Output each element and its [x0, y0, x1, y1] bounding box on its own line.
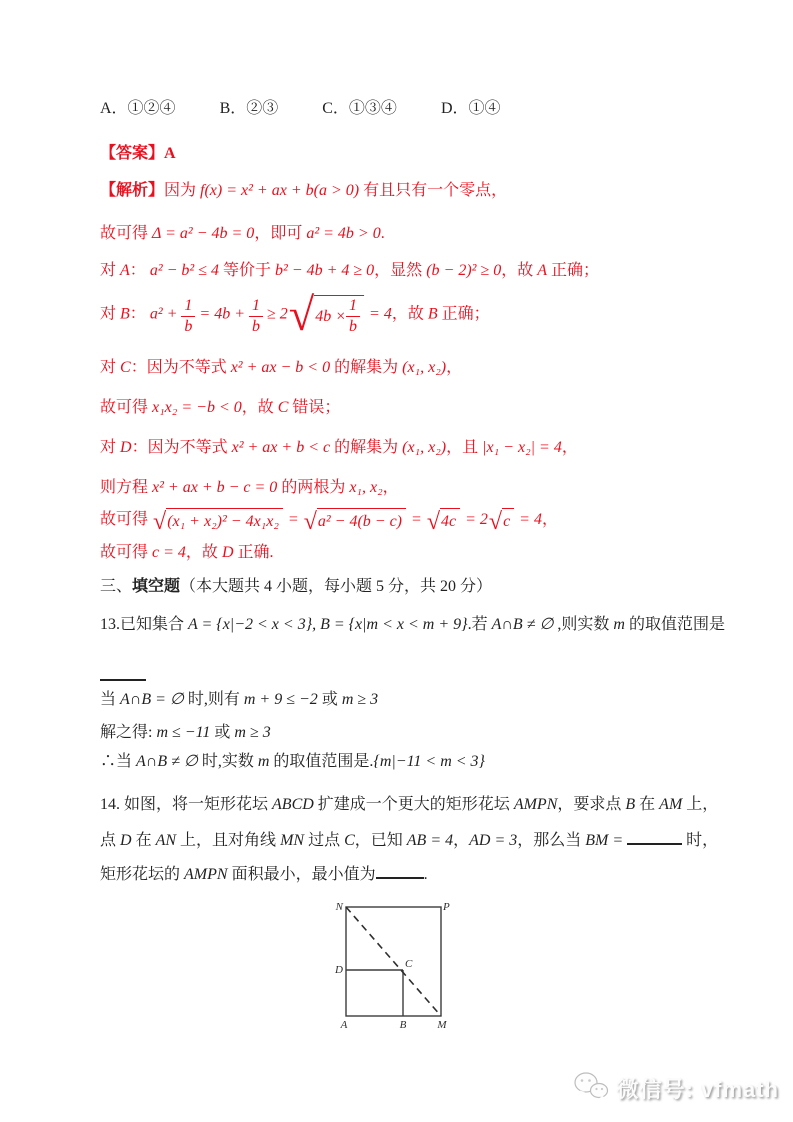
bold-text-run: 【答案】: [100, 145, 165, 162]
math-run: = 4b +: [195, 305, 249, 323]
denominator: b: [181, 316, 195, 335]
text-run: 故可得: [100, 511, 153, 529]
math-run: c = 4: [152, 544, 186, 561]
denominator: b: [249, 316, 263, 335]
math-run: a² − b² ≤ 4: [149, 262, 219, 279]
math-run: = 4: [365, 305, 392, 323]
math-run: x² + ax + b − c = 0: [152, 479, 278, 496]
math-run: a² − 4(b − c): [317, 513, 403, 530]
bold-text-run: 填空题: [132, 578, 181, 595]
math-run: m + 9 ≤ −2: [243, 691, 318, 708]
math-run: (x₁, x₂): [402, 359, 447, 376]
text-run: 矩形花坛的: [100, 866, 185, 883]
label-b: B: [399, 1019, 406, 1030]
math-run: C: [344, 832, 355, 849]
text-run: 正确；: [437, 305, 490, 323]
text-run: 在: [131, 832, 156, 849]
bold-text-run: 【解析】: [100, 182, 165, 199]
math-run: (b − 2)² ≥ 0: [426, 262, 502, 279]
sqrt-expression: [427, 508, 460, 533]
option-d: D．①④: [440, 100, 501, 117]
label-n: N: [335, 901, 343, 913]
math-run: =: [407, 511, 426, 529]
text-run: 对: [100, 305, 121, 323]
answer-line: [100, 143, 705, 165]
text-run: .: [423, 866, 428, 883]
label-d: D: [334, 964, 343, 976]
text-run: 面积最小，最小值为: [227, 866, 376, 883]
text-run: 解之得:: [100, 724, 157, 741]
math-run: Δ = a² − 4b = 0: [152, 225, 255, 242]
q13-answer-blank: [100, 665, 146, 681]
text-run: ：因为不等式: [131, 439, 232, 456]
math-run: c: [503, 513, 511, 530]
text-run: 因为: [164, 182, 201, 199]
text-run: ，即可: [254, 225, 307, 242]
math-run: =: [283, 511, 303, 529]
figure-canvas: [331, 898, 463, 1030]
text-run: 点: [100, 832, 121, 849]
text-run: ,则实数: [553, 616, 614, 633]
math-run: a² = 4b > 0: [306, 225, 381, 242]
math-run: A∩B ≠ ∅: [136, 753, 198, 770]
math-run: D: [120, 439, 132, 456]
step-roots: [100, 477, 705, 499]
text-run: 时，: [682, 832, 719, 849]
text-run: 或: [317, 691, 342, 708]
text-run: ，显然: [374, 262, 427, 279]
text-run: ，且: [446, 439, 483, 456]
radical-sign: √: [488, 508, 503, 535]
text-run: 三、: [100, 578, 133, 595]
text-run: 上，: [682, 796, 719, 813]
text-run: 等价于: [218, 262, 275, 279]
q14-bm-blank: [627, 829, 682, 845]
option-b-check: [100, 289, 705, 341]
numerator: 1: [184, 296, 193, 314]
math-run: x² + ax − b < 0: [230, 359, 331, 376]
text-run: 过点: [304, 832, 345, 849]
sqrt-expression: [288, 289, 364, 341]
math-run: {m|−11 < m < 3}: [373, 753, 485, 770]
radical-sign: √: [303, 508, 317, 535]
math-run: = 2: [461, 511, 488, 529]
text-run: 故可得: [100, 399, 153, 416]
math-run: A = {x|−2 < x < 3}, B = {x|m < x < m + 9}: [188, 616, 468, 633]
watermark-label: 微信号: vfmath: [616, 1077, 779, 1102]
sqrt-expression: [489, 508, 514, 533]
text-run: ，要求点: [557, 796, 626, 813]
text-run: （本大题共 4 小题，每小题 5 分，共 20 分）: [180, 578, 493, 595]
radical-sign: √: [426, 508, 440, 535]
text-run: 的两根为: [277, 479, 350, 496]
text-run: 对: [100, 262, 121, 279]
text-run: 上，且对角线: [176, 832, 281, 849]
option-d-check: [100, 437, 705, 459]
q14-area-blank: [376, 863, 424, 879]
math-run: AB = 4: [406, 832, 454, 849]
math-run: (x₁, x₂): [402, 439, 447, 456]
text-run: 对: [100, 439, 121, 456]
text-run: ，: [382, 479, 399, 496]
math-run: m ≤ −11: [156, 724, 211, 741]
label-c: C: [404, 958, 412, 970]
math-run: f(x) = x² + ax + b(a > 0): [200, 182, 360, 199]
denominator: b: [346, 316, 360, 335]
math-run: (x₁ + x₂)² − 4x₁x₂: [167, 513, 279, 530]
option-a-check: [100, 260, 705, 282]
math-run: ABCD: [272, 796, 314, 813]
text-run: 时,则有: [183, 691, 244, 708]
radicand: [166, 508, 283, 533]
numerator: 1: [349, 297, 358, 314]
watermark: [573, 1071, 779, 1106]
radical-sign: √: [153, 508, 167, 535]
step-product: [100, 397, 705, 419]
math-run: B: [120, 305, 130, 323]
text-run: 故可得: [100, 544, 153, 561]
q14-stem-3: [100, 863, 705, 886]
text-run: 扩建成一个更大的矩形花坛: [313, 796, 514, 813]
q14-stem-2: [100, 829, 719, 852]
option-b: B．②③: [219, 100, 279, 117]
math-run: A∩B = ∅: [120, 691, 184, 708]
text-run: 正确.: [233, 544, 274, 561]
label-a: A: [340, 1019, 347, 1030]
fraction: [346, 298, 360, 335]
radicand: [502, 508, 514, 533]
radicand: [440, 508, 460, 533]
math-run: |x₁ − x₂| = 4: [482, 439, 562, 456]
text-run: 当: [100, 691, 121, 708]
label-p: P: [442, 901, 450, 913]
text-run: 故可得: [100, 225, 153, 242]
math-run: ≥ 2: [263, 305, 288, 323]
text-run: 的解集为: [330, 359, 403, 376]
math-run: B: [625, 796, 636, 813]
diagonal-nm: [346, 907, 441, 1016]
radicand: [314, 295, 364, 335]
math-run: b² − 4b + 4 ≥ 0: [275, 262, 375, 279]
math-run: A∩B ≠ ∅: [491, 616, 554, 633]
sqrt-expression: [153, 508, 283, 533]
text-run: 或: [210, 724, 235, 741]
math-run: 4b ×: [315, 307, 347, 325]
step-c4: [100, 542, 705, 564]
q13-stem: [100, 614, 725, 636]
math-run: D: [120, 832, 132, 849]
text-run: ，: [453, 832, 470, 849]
text-run: 14. 如图，将一矩形花坛: [100, 796, 273, 813]
option-c-check: [100, 357, 705, 379]
q13-conclusion: [100, 751, 705, 773]
label-m: M: [436, 1019, 447, 1030]
text-run: ：因为不等式: [130, 359, 231, 376]
math-run: BM =: [585, 832, 628, 849]
q14-stem-1: [100, 794, 719, 816]
math-run: x₁x₂ = −b < 0: [152, 399, 242, 416]
text-run: 错误；: [288, 399, 341, 416]
math-run: MN: [280, 832, 305, 849]
math-run: A: [537, 262, 548, 279]
math-run: AN: [155, 832, 177, 849]
text-run: 13.已知集合: [100, 616, 189, 633]
wechat-icon: [573, 1071, 609, 1106]
math-run: C: [120, 359, 131, 376]
text-run: 的解集为: [330, 439, 403, 456]
section-header: [100, 576, 705, 598]
math-run: x₁, x₂: [349, 479, 383, 496]
text-run: ，故: [185, 544, 222, 561]
step-sqrt: [100, 508, 705, 533]
analysis-line: [100, 180, 705, 202]
math-run: AM: [659, 796, 683, 813]
options-line: [100, 98, 705, 120]
text-run: ，: [561, 439, 578, 456]
numerator: 1: [252, 296, 260, 314]
text-run: 的取值范围是.: [269, 753, 374, 770]
q13-step2: [100, 722, 705, 744]
text-run: 的取值范围是: [624, 616, 725, 633]
math-run: A: [120, 262, 130, 279]
math-run: a² +: [149, 305, 182, 323]
fraction: [181, 298, 195, 335]
text-run: ：: [129, 262, 150, 279]
math-run: AD = 3: [469, 832, 518, 849]
text-run: 在: [635, 796, 660, 813]
text-run: ，故: [391, 305, 428, 323]
text-run: ：: [129, 305, 150, 323]
text-run: ，故: [501, 262, 538, 279]
solution-content: [100, 98, 725, 886]
sqrt-expression: [304, 508, 406, 533]
math-run: m ≥ 3: [341, 691, 379, 708]
radical-sign: √: [288, 289, 315, 341]
math-run: m ≥ 3: [234, 724, 271, 741]
radicand: [317, 508, 406, 533]
math-run: AMPN: [184, 866, 228, 883]
math-run: m: [257, 753, 270, 770]
text-run: ，那么当: [517, 832, 586, 849]
text-run: ，: [541, 511, 558, 529]
math-run: = 4: [515, 511, 542, 529]
text-run: ，已知: [354, 832, 407, 849]
text-run: 有且只有一个零点，: [359, 182, 508, 199]
math-run: D: [221, 544, 234, 561]
q13-blank: [100, 665, 705, 688]
text-run: 则方程: [100, 479, 153, 496]
text-run: 对: [100, 359, 121, 376]
math-run: 4c: [440, 513, 457, 530]
math-run: C: [277, 399, 289, 416]
q13-step1: [100, 689, 705, 711]
q14-figure: [0, 898, 793, 1030]
text-run: ，故: [241, 399, 278, 416]
text-run: ∴当: [100, 753, 137, 770]
text-run: ，: [446, 359, 463, 376]
answer-value: A: [164, 145, 176, 162]
text-run: .: [380, 225, 385, 242]
text-run: 时,实数: [197, 753, 258, 770]
option-a: A．①②④: [100, 100, 176, 117]
fraction: [249, 298, 263, 335]
math-run: AMPN: [513, 796, 558, 813]
math-run: m: [613, 616, 625, 633]
step-delta: [100, 223, 705, 245]
option-c: C．①③④: [322, 100, 397, 117]
text-run: 正确；: [547, 262, 600, 279]
math-run: B: [427, 305, 438, 323]
math-run: x² + ax + b < c: [231, 439, 331, 456]
text-run: .若: [467, 616, 492, 633]
